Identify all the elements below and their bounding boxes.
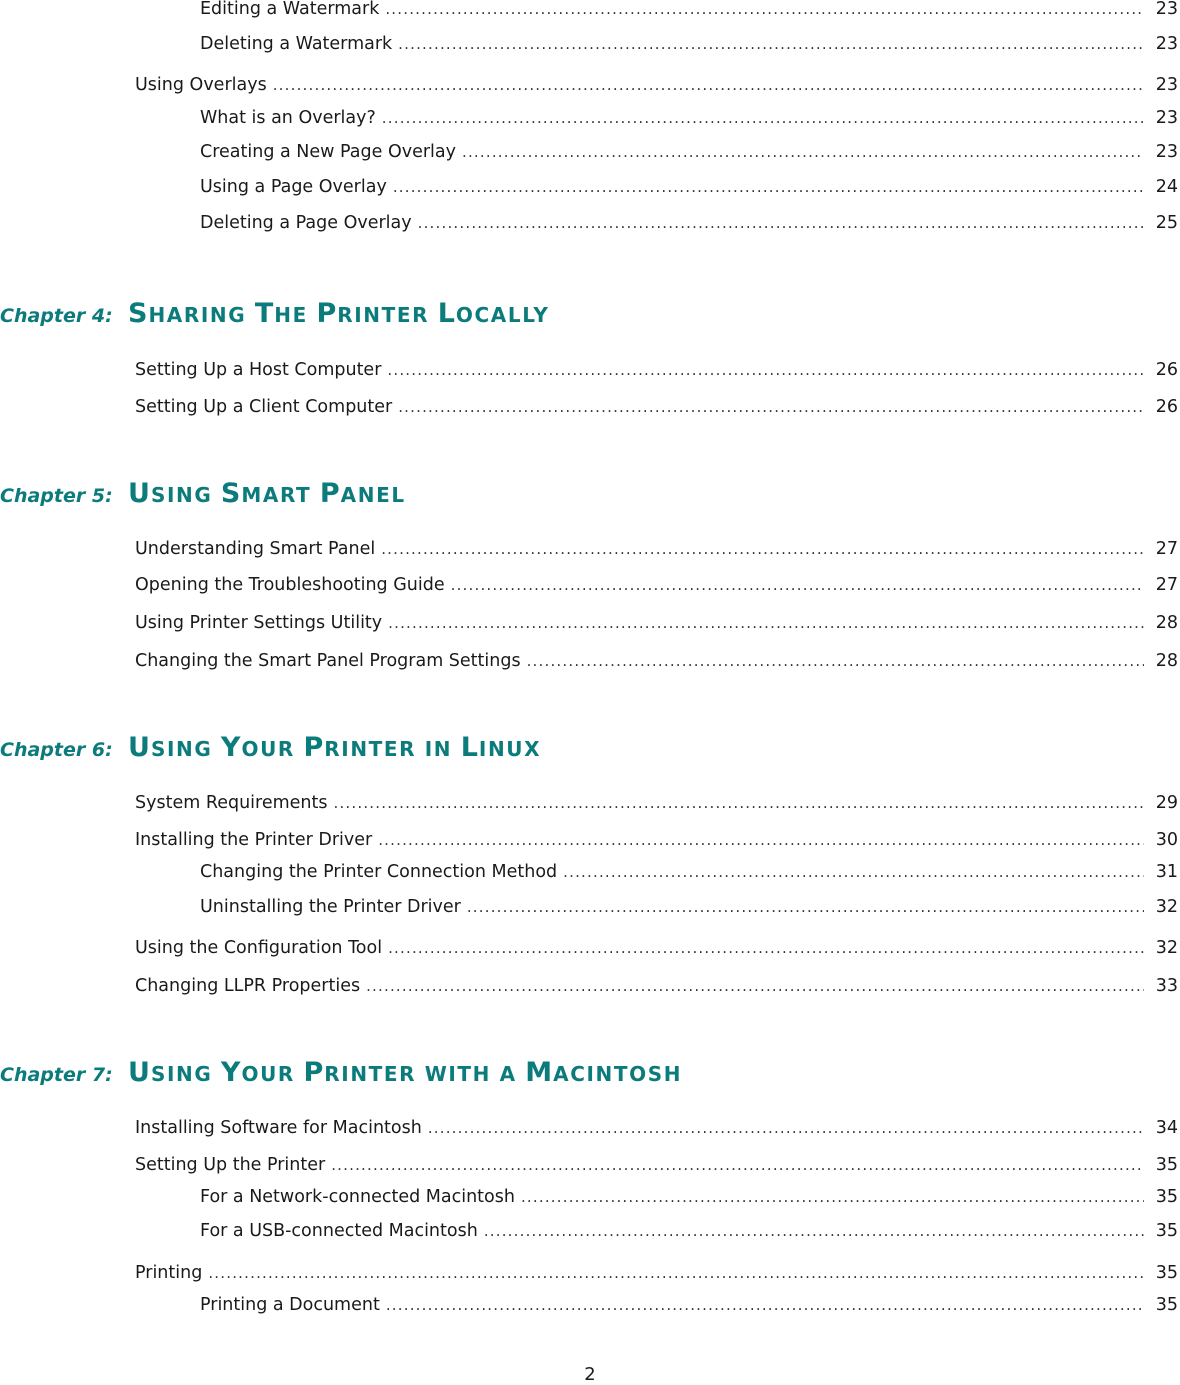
toc-entry-title: Setting Up a Client Computer <box>135 397 393 417</box>
toc-entry[interactable] <box>200 141 1178 163</box>
toc-entry-page: 34 <box>1155 1118 1178 1138</box>
toc-entry[interactable] <box>135 937 1178 959</box>
chapter-title: SHARING THE PRINTER LOCALLY <box>128 298 550 329</box>
toc-entry-page: 23 <box>1155 75 1178 95</box>
toc-entry-title: Creating a New Page Overlay <box>200 142 456 162</box>
toc-entry-page: 35 <box>1155 1187 1178 1207</box>
toc-entry[interactable] <box>200 212 1178 234</box>
toc-entry-title: What is an Overlay? <box>200 108 376 128</box>
toc-entry-title: Printing a Document <box>200 1295 380 1315</box>
toc-entry-title: Changing the Smart Panel Program Settings <box>135 651 521 671</box>
dot-leader <box>273 74 1144 96</box>
toc-entry-page: 23 <box>1155 34 1178 54</box>
toc-entry-page: 33 <box>1155 976 1178 996</box>
chapter-label: Chapter 4: <box>0 305 113 327</box>
page-number: 2 <box>584 1364 596 1385</box>
toc-entry-title: Deleting a Page Overlay <box>200 213 412 233</box>
dot-leader <box>428 1117 1144 1139</box>
toc-entry-page: 35 <box>1155 1295 1178 1315</box>
chapter-title: USING YOUR PRINTER IN LINUX <box>128 732 542 763</box>
chapter-heading <box>0 1057 682 1088</box>
toc-entry-page: 35 <box>1155 1221 1178 1241</box>
toc-entry-title: For a USB-connected Macintosh <box>200 1221 478 1241</box>
dot-leader <box>208 1262 1144 1284</box>
chapter-label: Chapter 6: <box>0 739 113 761</box>
toc-entry[interactable] <box>200 1220 1178 1242</box>
dot-leader <box>385 0 1144 20</box>
toc-entry[interactable] <box>135 650 1178 672</box>
toc-entry[interactable] <box>135 574 1178 596</box>
toc-entry-page: 26 <box>1155 360 1178 380</box>
toc-entry-title: For a Network-connected Macintosh <box>200 1187 515 1207</box>
dot-leader <box>386 1294 1144 1316</box>
dot-leader <box>333 792 1144 814</box>
dot-leader <box>388 612 1144 634</box>
toc-entry-page: 30 <box>1155 830 1178 850</box>
chapter-heading <box>0 732 541 763</box>
chapter-label: Chapter 7: <box>0 1064 113 1086</box>
toc-entry-title: Setting Up a Host Computer <box>135 360 382 380</box>
dot-leader <box>451 574 1144 596</box>
chapter-title: USING SMART PANEL <box>128 478 406 509</box>
toc-entry[interactable] <box>200 33 1178 55</box>
chapter-heading <box>0 298 550 329</box>
chapter-title: USING YOUR PRINTER WITH A MACINTOSH <box>128 1057 683 1088</box>
toc-entry-title: Deleting a Watermark <box>200 34 393 54</box>
toc-entry-page: 28 <box>1155 613 1178 633</box>
toc-entry-page: 23 <box>1155 0 1178 19</box>
toc-entry-title: Installing Software for Macintosh <box>135 1118 422 1138</box>
toc-entry-title: Using Overlays <box>135 75 267 95</box>
toc-entry[interactable] <box>135 1117 1178 1139</box>
toc-entry[interactable] <box>200 1186 1178 1208</box>
toc-entry-page: 35 <box>1155 1263 1178 1283</box>
toc-entry[interactable] <box>200 176 1178 198</box>
toc-entry[interactable] <box>135 359 1178 381</box>
toc-entry-title: Understanding Smart Panel <box>135 539 376 559</box>
toc-entry[interactable] <box>200 1294 1178 1316</box>
dot-leader <box>462 141 1144 163</box>
toc-entry-title: Opening the Troubleshooting Guide <box>135 575 445 595</box>
toc-entry-page: 28 <box>1155 651 1178 671</box>
toc-entry[interactable] <box>135 538 1178 560</box>
dot-leader <box>563 861 1144 883</box>
toc-entry[interactable] <box>135 1154 1178 1176</box>
dot-leader <box>387 359 1144 381</box>
chapter-label: Chapter 5: <box>0 485 113 507</box>
dot-leader <box>331 1154 1144 1176</box>
dot-leader <box>467 896 1144 918</box>
dot-leader <box>378 829 1144 851</box>
toc-entry-page: 23 <box>1155 142 1178 162</box>
dot-leader <box>418 212 1144 234</box>
toc-entry-page: 31 <box>1155 862 1178 882</box>
toc-entry-title: Changing LLPR Properties <box>135 976 361 996</box>
toc-entry-title: Setting Up the Printer <box>135 1155 326 1175</box>
toc-entry[interactable] <box>135 1262 1178 1284</box>
toc-entry[interactable] <box>135 975 1178 997</box>
dot-leader <box>527 650 1144 672</box>
dot-leader <box>398 396 1144 418</box>
toc-entry-page: 26 <box>1155 397 1178 417</box>
dot-leader <box>393 176 1144 198</box>
toc-entry-page: 32 <box>1155 938 1178 958</box>
dot-leader <box>381 538 1144 560</box>
toc-entry-title: Uninstalling the Printer Driver <box>200 897 461 917</box>
toc-entry-page: 23 <box>1155 108 1178 128</box>
toc-entry-title: Using the Configuration Tool <box>135 938 383 958</box>
toc-entry[interactable] <box>135 829 1178 851</box>
dot-leader <box>521 1186 1144 1208</box>
dot-leader <box>382 107 1144 129</box>
toc-entry-page: 35 <box>1155 1155 1178 1175</box>
dot-leader <box>484 1220 1144 1242</box>
dot-leader <box>388 937 1144 959</box>
toc-entry[interactable] <box>135 396 1178 418</box>
toc-entry-title: Using Printer Settings Utility <box>135 613 383 633</box>
toc-entry-page: 27 <box>1155 575 1178 595</box>
toc-entry-title: System Requirements <box>135 793 328 813</box>
toc-entry-title: Using a Page Overlay <box>200 177 387 197</box>
toc-entry-title: Editing a Watermark <box>200 0 380 19</box>
toc-entry[interactable] <box>135 74 1178 96</box>
toc-entry-title: Changing the Printer Connection Method <box>200 862 558 882</box>
dot-leader <box>366 975 1144 997</box>
toc-entry[interactable] <box>135 612 1178 634</box>
toc-entry-title: Installing the Printer Driver <box>135 830 373 850</box>
toc-entry-page: 29 <box>1155 793 1178 813</box>
toc-entry[interactable] <box>135 792 1178 814</box>
toc-entry[interactable] <box>200 896 1178 918</box>
chapter-heading <box>0 478 406 509</box>
toc-entry-page: 25 <box>1155 213 1178 233</box>
toc-entry-page: 27 <box>1155 539 1178 559</box>
toc-entry[interactable] <box>200 0 1178 20</box>
toc-entry[interactable] <box>200 107 1178 129</box>
toc-entry-page: 32 <box>1155 897 1178 917</box>
toc-entry-title: Printing <box>135 1263 203 1283</box>
toc-entry[interactable] <box>200 861 1178 883</box>
dot-leader <box>398 33 1144 55</box>
toc-entry-page: 24 <box>1155 177 1178 197</box>
